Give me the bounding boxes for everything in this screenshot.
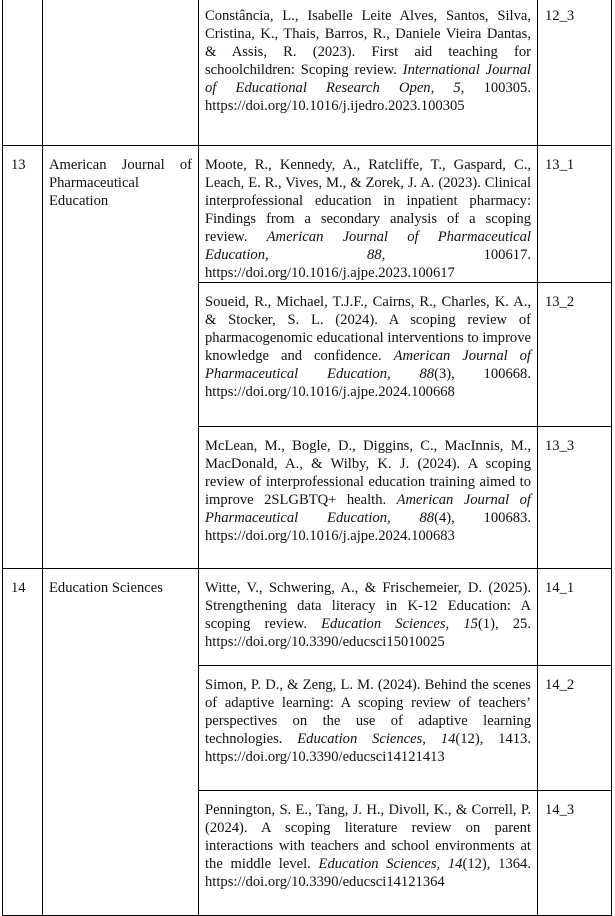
citation-text: (12), 1413. https://doi.org/10.3390/educsci14121413 [205, 730, 532, 765]
entry-id-cell: 13_3 [538, 426, 612, 568]
references-table [2, 0, 612, 916]
citation-text: (4), 100683. https://doi.org/10.1016/j.ajpe.2024.100683 [205, 509, 531, 544]
citation-text: Soueid, R., Michael, T.J.F., Cairns, R., Charles, K. A., & Stocker, S. L. (2024). A scoping review of pharmacogenomic educational interventions to improve knowledge and confidence. [205, 293, 531, 364]
citation-italic-text: Education Sciences, 14 [297, 730, 456, 747]
entry-id-cell: 13_2 [538, 282, 612, 426]
citation-text: McLean, M., Bogle, D., Diggins, C., MacInnis, M., MacDonald, A., & Wilby, K. J. (2024). A scoping review of interprofessional education training aimed to improve 2SLGBTQ+ health. [205, 437, 531, 508]
journal-name-cell [43, 0, 199, 145]
entry-id-cell: 13_1 [538, 145, 612, 282]
citation-text: 100617. https://doi.org/10.1016/j.ajpe.2023.100617 [205, 246, 532, 281]
citation-text: Constância, L., Isabelle Leite Alves, Santos, Silva, Cristina, K., Thais, Barros, R., Daniele Vieira Dantas, & Assis, R. (2023). First aid teaching for schoolchildren: Scoping review. [205, 8, 531, 78]
entry-id-cell: 14_1 [538, 568, 612, 665]
citation-cell [199, 282, 538, 426]
citation-text: Moote, R., Kennedy, A., Ratcliffe, T., Gaspard, C., Leach, E. R., Vives, M., & Zorek, J. A. (2023). Clinical interprofessional education in inpatient pharmacy: Findings from a secondary analysis of a scoping review. [205, 156, 531, 245]
citation-cell [199, 790, 538, 915]
entry-id-cell: 12_3 [538, 0, 612, 145]
citation-italic-text: American Journal of Pharmaceutical Education, 88 [205, 491, 531, 526]
table-row [3, 145, 612, 282]
citation-text: , 100305. https://doi.org/10.1016/j.ijedro.2023.100305 [205, 80, 531, 114]
citation-text: Witte, V., Schwering, A., & Frischemeier, D. (2025). Strengthening data literacy in K-12 Education: A scoping review. [205, 579, 531, 632]
journal-number-cell: 13 [3, 145, 43, 568]
citation-cell [199, 145, 538, 282]
citation-text: Pennington, S. E., Tang, J. H., Divoll, K., & Correll, P. (2024). A scoping literature review on parent interactions with teachers and school environments at the middle level. [205, 801, 531, 872]
journal-number-cell: 14 [3, 568, 43, 915]
citation-text: (1), 25. https://doi.org/10.3390/educsci15010025 [205, 615, 532, 650]
citation-cell [199, 568, 538, 665]
journal-name-cell: American Journal of Pharmaceutical Education [43, 145, 199, 568]
citation-cell [199, 0, 538, 145]
citation-italic-text: International Journal of Educational Research Open, 5 [205, 62, 531, 96]
citation-italic-text: American Journal of Pharmaceutical Education, 88, [205, 228, 531, 263]
table-row [3, 0, 612, 145]
entry-id-cell: 14_3 [538, 790, 612, 915]
citation-cell [199, 426, 538, 568]
journal-name-cell: Education Sciences [43, 568, 199, 915]
journal-number-cell [3, 0, 43, 145]
citation-cell [199, 665, 538, 790]
citation-text: (12), 1364. https://doi.org/10.3390/educsci14121364 [205, 855, 531, 890]
citation-italic-text: American Journal of Pharmaceutical Education, 88 [205, 347, 531, 382]
citation-text: (3), 100668. https://doi.org/10.1016/j.ajpe.2024.100668 [205, 365, 531, 400]
entry-id-cell: 14_2 [538, 665, 612, 790]
table-row [3, 568, 612, 665]
citation-italic-text: Education Sciences, 14 [318, 855, 463, 872]
citation-italic-text: Education Sciences, 15 [321, 615, 478, 632]
citation-text: Simon, P. D., & Zeng, L. M. (2024). Behind the scenes of adaptive learning: A scoping review of teachers’ perspectives on the use of adaptive learning technologies. [205, 676, 531, 747]
